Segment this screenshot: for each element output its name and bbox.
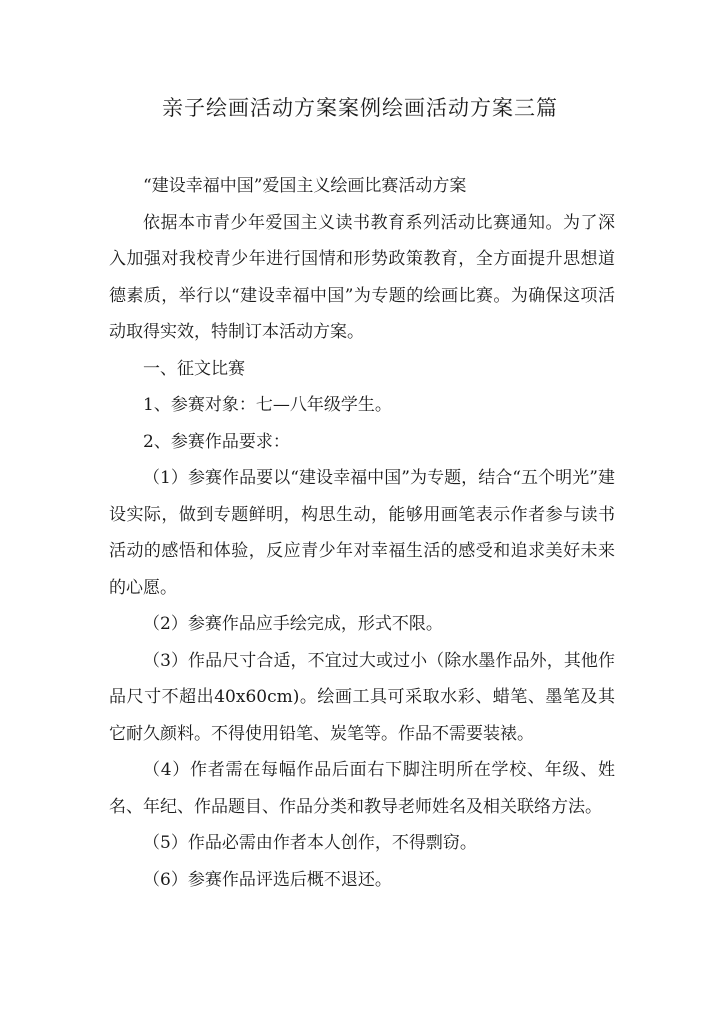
paragraph-subtitle: “建设幸福中国”爱国主义绘画比赛活动方案 xyxy=(143,176,467,196)
document-body xyxy=(109,168,615,898)
paragraph-intro: 依据本市青少年爱国主义读书教育系列活动比赛通知。为了深入加强对我校青少年进行国情和形势政策教育，全方面提升思想道德素质，举行以“建设幸福中国”为专题的绘画比赛。为确保这项活动取得实效，特制订本活动方案。 xyxy=(109,212,615,342)
document-title: 亲子绘画活动方案案例绘画活动方案三篇 xyxy=(162,96,558,120)
paragraph-requirement-6: （6）参赛作品评选后概不退还。 xyxy=(143,869,392,890)
paragraph-requirement-1: （1）参赛作品要以“建设幸福中国”为专题，结合“五个明光”建设实际，做到专题鲜明，构思生动，能够用画笔表示作者参与读书活动的感悟和体验，反应青少年对幸福生活的感受和追求美好未来的心愿。 xyxy=(109,468,615,598)
paragraph-requirements-heading: 2、参赛作品要求： xyxy=(143,431,290,452)
section-heading: 一、征文比赛 xyxy=(143,358,245,379)
paragraph-requirement-3: （3）作品尺寸合适，不宜过大或过小（除水墨作品外，其他作品尺寸不超出40x60cm)。绘画工具可采取水彩、蜡笔、墨笔及其它耐久颜料。不得使用铅笔、炭笔等。作品不需要装裱。 xyxy=(109,650,615,744)
paragraph-requirement-5: （5）作品必需由作者本人创作，不得剽窃。 xyxy=(143,833,477,853)
paragraph-requirement-4: （4）作者需在每幅作品后面右下脚注明所在学校、年级、姓名、年纪、作品题目、作品分类和教导老师姓名及相关联络方法。 xyxy=(109,760,615,817)
paragraph-participants: 1、参赛对象：七—八年级学生。 xyxy=(143,395,392,415)
paragraph-requirement-2: （2）参赛作品应手绘完成，形式不限。 xyxy=(143,614,443,634)
